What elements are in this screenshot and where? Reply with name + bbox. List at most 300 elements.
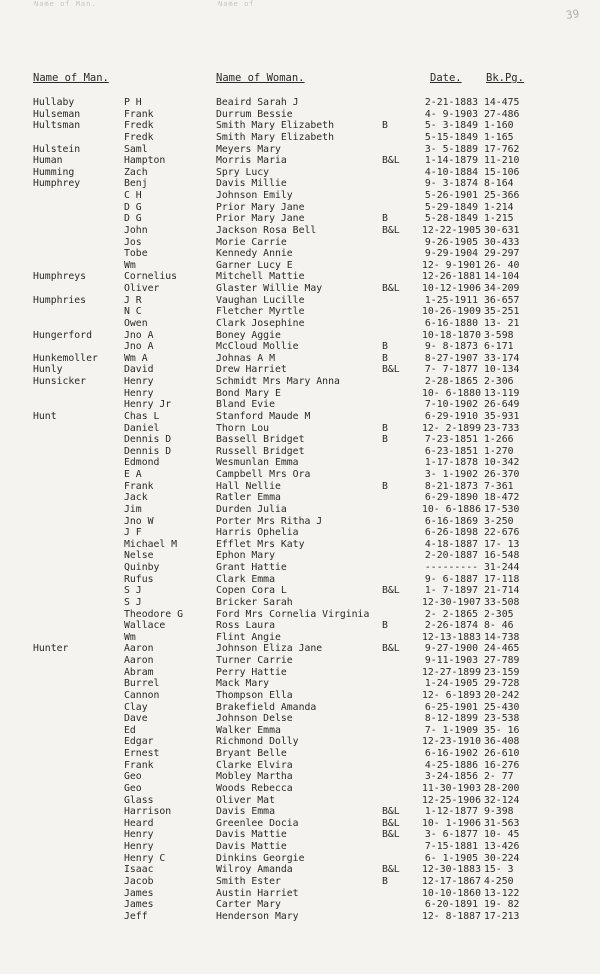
record-row	[0, 585, 600, 597]
man-given-name: P H	[124, 97, 142, 108]
marriage-date: 6-29-1890	[424, 492, 478, 504]
record-row	[0, 795, 600, 807]
woman-name: Prior Mary Jane	[216, 201, 305, 213]
record-row	[0, 248, 600, 260]
book-page: 1-270	[484, 445, 514, 457]
woman-name: Oliver Mat	[216, 794, 275, 806]
marriage-date: 3-24-1856	[424, 771, 478, 783]
woman-name: Bricker Sarah	[216, 596, 293, 608]
man-surname: Hulstein	[33, 143, 81, 155]
book-page: 23-538	[484, 713, 520, 725]
faint-header-woman: Name of	[218, 0, 255, 8]
book-page: 4-250	[484, 875, 514, 887]
book-page: 34-209	[484, 283, 520, 294]
man-surname: Humphries	[33, 294, 87, 306]
woman-name: Bryant Belle	[216, 748, 287, 759]
record-row	[0, 888, 600, 900]
marriage-date: 5-15-1849	[424, 131, 478, 143]
man-given-name: Michael M	[124, 538, 178, 550]
man-given-name: Hampton	[124, 155, 166, 167]
man-given-name: C H	[124, 190, 142, 201]
woman-name: Copen Cora L	[216, 585, 287, 597]
book-page: 30-224	[484, 852, 520, 864]
record-row	[0, 260, 600, 272]
man-given-name: Ernest	[124, 748, 160, 759]
man-given-name: John	[124, 224, 148, 236]
book-page: 35-931	[484, 410, 520, 422]
record-row	[0, 492, 600, 504]
book-page: 10-134	[484, 364, 520, 376]
book-page: 14-738	[484, 631, 520, 643]
man-given-name: E A	[124, 469, 142, 480]
man-given-name: Jeff	[124, 910, 148, 922]
woman-name: Johnas A M	[216, 352, 275, 364]
woman-name: Woods Rebecca	[216, 782, 293, 794]
woman-name: Glaster Willie May	[216, 283, 323, 294]
faint-header-man: Name of Man.	[34, 0, 97, 8]
book-page: 33-174	[484, 352, 520, 364]
marriage-date: 6-16-1880	[424, 317, 478, 329]
woman-name: Davis Emma	[216, 806, 275, 818]
record-row	[0, 213, 600, 225]
record-row	[0, 620, 600, 632]
book-page: 2-306	[484, 376, 514, 387]
woman-name: Johnson Delse	[216, 713, 293, 725]
woman-name: Austin Harriet	[216, 887, 299, 899]
record-row	[0, 330, 600, 342]
woman-name: Grant Hattie	[216, 562, 287, 573]
record-note: B	[382, 213, 388, 225]
man-given-name: N C	[124, 306, 142, 318]
record-row	[0, 434, 600, 446]
marriage-date: 9-29-1904	[424, 248, 478, 260]
record-row	[0, 481, 600, 493]
woman-name: Campbell Mrs Ora	[216, 469, 311, 480]
marriage-date: 9-11-1903	[424, 655, 478, 666]
man-given-name: Nelse	[124, 550, 154, 562]
book-page: 25-430	[484, 701, 520, 713]
marriage-date: 8-27-1907	[424, 352, 478, 364]
record-row	[0, 632, 600, 644]
record-row	[0, 144, 600, 156]
book-page: 31-563	[484, 817, 520, 829]
man-given-name: Rufus	[124, 573, 154, 585]
book-page: 26- 40	[484, 259, 520, 271]
marriage-date: 2-28-1865	[424, 376, 478, 387]
record-row	[0, 469, 600, 481]
man-given-name: Daniel	[124, 422, 160, 434]
woman-name: Wesmunlan Emma	[216, 457, 299, 469]
record-row	[0, 178, 600, 190]
book-page: 20-242	[484, 689, 520, 701]
record-row	[0, 853, 600, 865]
book-page: 1-214	[484, 201, 514, 213]
man-given-name: S J	[124, 596, 142, 608]
marriage-date: 1-25-1911	[424, 294, 478, 306]
record-note: B&L	[382, 806, 400, 818]
marriage-date: 10- 6-1880	[422, 387, 481, 399]
man-given-name: Frank	[124, 480, 154, 492]
record-note: B	[382, 120, 388, 132]
man-given-name: Abram	[124, 666, 154, 678]
book-page: 17- 13	[484, 538, 520, 550]
record-row	[0, 504, 600, 516]
woman-name: Ross Laura	[216, 620, 275, 632]
record-row	[0, 120, 600, 132]
record-note: B&L	[382, 643, 400, 655]
record-row	[0, 411, 600, 423]
marriage-date: 4-25-1886	[424, 759, 478, 771]
marriage-date: ---------	[424, 562, 478, 573]
record-note: B&L	[382, 364, 400, 376]
man-given-name: D G	[124, 201, 142, 213]
man-given-name: Wm A	[124, 352, 148, 364]
marriage-date: 12-13-1883	[422, 631, 481, 643]
record-row	[0, 295, 600, 307]
marriage-date: 5-28-1849	[424, 213, 478, 225]
book-page: 22-676	[484, 527, 520, 539]
record-row	[0, 876, 600, 888]
marriage-date: 5-29-1849	[424, 201, 478, 213]
record-row	[0, 829, 600, 841]
book-page: 18-472	[484, 492, 520, 504]
book-page: 23-733	[484, 422, 520, 434]
book-page: 10- 45	[484, 829, 520, 841]
marriage-date: 6-16-1869	[424, 515, 478, 527]
woman-name: Garner Lucy E	[216, 259, 293, 271]
record-note: B	[382, 620, 388, 632]
record-row	[0, 190, 600, 202]
book-page: 13-122	[484, 887, 520, 899]
book-page: 14-104	[484, 271, 520, 283]
record-row	[0, 713, 600, 725]
man-given-name: Wm	[124, 259, 136, 271]
man-given-name: Ed	[124, 724, 136, 736]
book-page: 21-714	[484, 585, 520, 597]
man-given-name: Benj	[124, 178, 148, 190]
marriage-date: 7-10-1902	[424, 399, 478, 411]
man-given-name: Saml	[124, 143, 148, 155]
marriage-date: 6-26-1898	[424, 527, 478, 539]
page-number: 39	[565, 7, 581, 22]
man-given-name: Heard	[124, 817, 154, 829]
woman-name: Fletcher Myrtle	[216, 306, 305, 318]
man-given-name: Geo	[124, 771, 142, 783]
marriage-date: 7- 1-1909	[424, 724, 478, 736]
book-page: 17-530	[484, 503, 520, 515]
record-row	[0, 167, 600, 179]
record-row	[0, 911, 600, 923]
marriage-date: 2- 2-1865	[424, 608, 478, 620]
woman-name: Flint Angie	[216, 631, 281, 643]
record-row	[0, 783, 600, 795]
marriage-date: 2-26-1874	[424, 620, 478, 632]
record-note: B&L	[382, 829, 400, 841]
man-given-name: David	[124, 364, 154, 376]
book-page: 26-610	[484, 748, 520, 759]
marriage-date: 12-27-1899	[422, 666, 481, 678]
marriage-date: 7-23-1851	[424, 434, 478, 446]
woman-name: Thorn Lou	[216, 422, 270, 434]
marriage-date: 9- 3-1874	[424, 178, 478, 190]
marriage-date: 3- 6-1877	[424, 829, 478, 841]
marriage-date: 4-10-1884	[424, 166, 478, 178]
man-given-name: Edgar	[124, 736, 154, 748]
woman-name: Clark Josephine	[216, 317, 305, 329]
marriage-date: 9-27-1900	[424, 643, 478, 655]
book-page: 15- 3	[484, 864, 514, 876]
book-page: 27-486	[484, 108, 520, 120]
record-row	[0, 376, 600, 388]
woman-name: Clark Emma	[216, 573, 275, 585]
woman-name: Davis Millie	[216, 178, 287, 190]
woman-name: Davis Mattie	[216, 841, 287, 852]
man-surname: Humphreys	[33, 271, 87, 283]
record-row	[0, 399, 600, 411]
book-page: 27-789	[484, 655, 520, 666]
book-page: 1-266	[484, 434, 514, 446]
book-page: 13-426	[484, 841, 520, 852]
marriage-date: 3- 1-1902	[424, 469, 478, 480]
book-page: 10-342	[484, 457, 520, 469]
record-row	[0, 225, 600, 237]
record-row	[0, 527, 600, 539]
woman-name: Perry Hattie	[216, 666, 287, 678]
marriage-date: 6-23-1851	[424, 445, 478, 457]
book-page: 17-213	[484, 910, 520, 922]
record-note: B	[382, 434, 388, 446]
book-page: 29-728	[484, 678, 520, 690]
marriage-date: 4-18-1887	[424, 538, 478, 550]
header-name-of-man: Name of Man.	[33, 72, 109, 84]
marriage-date: 12- 8-1887	[422, 910, 481, 922]
record-row	[0, 702, 600, 714]
book-page: 6-171	[484, 341, 514, 353]
woman-name: Porter Mrs Ritha J	[216, 515, 323, 527]
record-row	[0, 748, 600, 760]
book-page: 30-631	[484, 224, 520, 236]
woman-name: Vaughan Lucille	[216, 294, 305, 306]
book-page: 24-465	[484, 643, 520, 655]
man-given-name: Glass	[124, 794, 154, 806]
woman-name: Hall Nellie	[216, 480, 281, 492]
man-given-name: Jack	[124, 492, 148, 504]
man-surname: Hunt	[33, 410, 57, 422]
book-page: 26-370	[484, 469, 520, 480]
woman-name: Smith Mary Elizabeth	[216, 120, 334, 132]
woman-name: Bond Mary E	[216, 387, 281, 399]
man-given-name: Jos	[124, 236, 142, 248]
book-page: 7-361	[484, 480, 514, 492]
man-surname: Hulseman	[33, 108, 81, 120]
marriage-date: 12-17-1867	[422, 875, 481, 887]
man-given-name: James	[124, 899, 154, 911]
book-page: 9-398	[484, 806, 514, 818]
record-row	[0, 818, 600, 830]
marriage-date: 10-12-1906	[422, 283, 481, 294]
header-name-of-woman: Name of Woman.	[216, 72, 305, 84]
woman-name: Prior Mary Jane	[216, 213, 305, 225]
book-page: 32-124	[484, 794, 520, 806]
record-note: B&L	[382, 155, 400, 167]
book-page: 28-200	[484, 782, 520, 794]
man-given-name: Clay	[124, 701, 148, 713]
man-surname: Hunsicker	[33, 376, 87, 387]
book-page: 36-657	[484, 294, 520, 306]
book-page: 30-433	[484, 236, 520, 248]
marriage-date: 10- 1-1906	[422, 817, 481, 829]
book-page: 35- 16	[484, 724, 520, 736]
man-given-name: Wallace	[124, 620, 166, 632]
book-page: 2-305	[484, 608, 514, 620]
book-page: 8-164	[484, 178, 514, 190]
book-page: 3-598	[484, 329, 514, 341]
record-note: B&L	[382, 864, 400, 876]
man-given-name: Henry Jr	[124, 399, 172, 411]
woman-name: Johnson Eliza Jane	[216, 643, 323, 655]
marriage-date: 10- 6-1886	[422, 503, 481, 515]
marriage-date: 6-16-1902	[424, 748, 478, 759]
woman-name: Thompson Ella	[216, 689, 293, 701]
woman-name: Johnson Emily	[216, 190, 293, 201]
marriage-date: 2-20-1887	[424, 550, 478, 562]
book-page: 25-366	[484, 190, 520, 201]
book-page: 11-210	[484, 155, 520, 167]
marriage-date: 12-30-1883	[422, 864, 481, 876]
woman-name: Ratler Emma	[216, 492, 281, 504]
woman-name: Spry Lucy	[216, 166, 270, 178]
woman-name: Mobley Martha	[216, 771, 293, 783]
record-row	[0, 736, 600, 748]
record-row	[0, 364, 600, 376]
record-row	[0, 457, 600, 469]
man-given-name: Jno A	[124, 341, 154, 353]
man-given-name: Henry	[124, 376, 154, 387]
marriage-date: 1-24-1905	[424, 678, 478, 690]
record-note: B&L	[382, 283, 400, 294]
record-row	[0, 574, 600, 586]
record-note: B	[382, 352, 388, 364]
book-page: 17-762	[484, 143, 520, 155]
record-row	[0, 643, 600, 655]
woman-name: Bland Evie	[216, 399, 275, 411]
woman-name: Dinkins Georgie	[216, 852, 305, 864]
man-given-name: James	[124, 887, 154, 899]
man-given-name: Harrison	[124, 806, 172, 818]
marriage-date: 5- 3-1849	[424, 120, 478, 132]
book-page: 8- 46	[484, 620, 514, 632]
woman-name: Drew Harriet	[216, 364, 287, 376]
woman-name: Jackson Rosa Bell	[216, 224, 317, 236]
record-row	[0, 609, 600, 621]
marriage-date: 9- 8-1873	[424, 341, 478, 353]
record-row	[0, 237, 600, 249]
record-row	[0, 283, 600, 295]
woman-name: Mitchell Mattie	[216, 271, 305, 283]
man-given-name: Owen	[124, 317, 148, 329]
marriage-date: 9- 6-1887	[424, 573, 478, 585]
record-row	[0, 306, 600, 318]
book-page: 35-251	[484, 306, 520, 318]
book-page: 1-160	[484, 120, 514, 132]
man-surname: Hultsman	[33, 120, 81, 132]
man-given-name: Henry	[124, 841, 154, 852]
book-page: 13- 21	[484, 317, 520, 329]
book-page: 16-548	[484, 550, 520, 562]
record-note: B	[382, 875, 388, 887]
marriage-date: 12-22-1905	[422, 224, 481, 236]
marriage-date: 8-21-1873	[424, 480, 478, 492]
marriage-date: 2-21-1883	[424, 97, 478, 108]
marriage-date: 1- 7-1897	[424, 585, 478, 597]
man-surname: Human	[33, 155, 63, 167]
book-page: 1-165	[484, 131, 514, 143]
woman-name: Smith Ester	[216, 875, 281, 887]
record-row	[0, 132, 600, 144]
man-given-name: Jno W	[124, 515, 154, 527]
book-page: 2- 77	[484, 771, 514, 783]
woman-name: Durden Julia	[216, 503, 287, 515]
book-page: 31-244	[484, 562, 520, 573]
book-page: 13-119	[484, 387, 520, 399]
book-page: 33-508	[484, 596, 520, 608]
marriage-date: 6-25-1901	[424, 701, 478, 713]
marriage-date: 7- 7-1877	[424, 364, 478, 376]
record-row	[0, 353, 600, 365]
woman-name: Brakefield Amanda	[216, 701, 317, 713]
marriage-date: 10-10-1860	[422, 887, 481, 899]
man-given-name: Henry C	[124, 852, 166, 864]
man-given-name: Dennis D	[124, 434, 172, 446]
record-row	[0, 841, 600, 853]
man-given-name: J F	[124, 527, 142, 539]
woman-name: Henderson Mary	[216, 910, 299, 922]
record-row	[0, 388, 600, 400]
man-given-name: Geo	[124, 782, 142, 794]
man-surname: Hunkemoller	[33, 352, 98, 364]
man-surname: Hungerford	[33, 329, 92, 341]
record-row	[0, 550, 600, 562]
man-given-name: Oliver	[124, 283, 160, 294]
record-row	[0, 341, 600, 353]
book-page: 36-408	[484, 736, 520, 748]
marriage-records-list	[0, 97, 600, 922]
record-note: B	[382, 341, 388, 353]
woman-name: Turner Carrie	[216, 655, 293, 666]
record-row	[0, 109, 600, 121]
marriage-date: 1-14-1879	[424, 155, 478, 167]
header-book-page: Bk.Pg.	[486, 72, 524, 84]
book-page: 14-475	[484, 97, 520, 108]
record-note: B&L	[382, 224, 400, 236]
record-row	[0, 690, 600, 702]
woman-name: Stanford Maude M	[216, 410, 311, 422]
man-surname: Hunter	[33, 643, 69, 655]
woman-name: Russell Bridget	[216, 445, 305, 457]
record-note: B	[382, 480, 388, 492]
man-given-name: Edmond	[124, 457, 160, 469]
marriage-date: 4- 9-1903	[424, 108, 478, 120]
book-page: 3-250	[484, 515, 514, 527]
book-page: 15-106	[484, 166, 520, 178]
marriage-date: 3- 5-1889	[424, 143, 478, 155]
record-row	[0, 771, 600, 783]
marriage-date: 11-30-1903	[422, 782, 481, 794]
woman-name: Boney Aggie	[216, 329, 281, 341]
marriage-date: 9-26-1905	[424, 236, 478, 248]
woman-name: Harris Ophelia	[216, 527, 299, 539]
woman-name: Efflet Mrs Katy	[216, 538, 305, 550]
